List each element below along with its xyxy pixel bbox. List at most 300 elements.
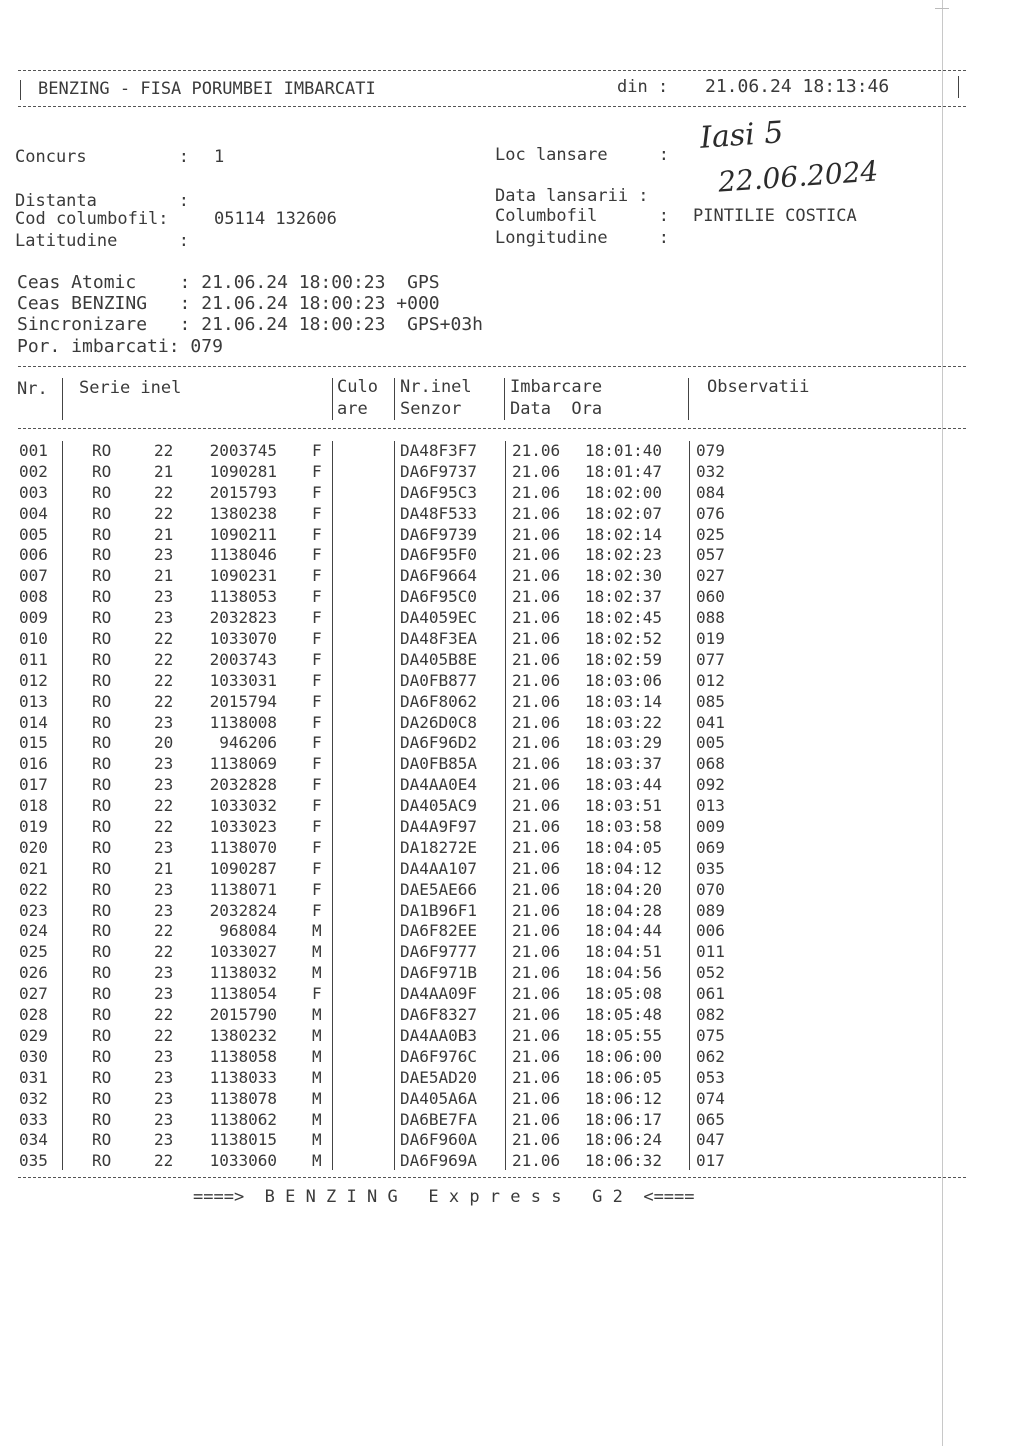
header-left-bar xyxy=(20,80,21,100)
row-nr: 027 xyxy=(19,984,48,1004)
row-country: RO xyxy=(92,461,112,481)
row-sex: F xyxy=(312,482,322,502)
table-row xyxy=(0,692,960,713)
header-right-bar xyxy=(958,76,959,98)
row-country: RO xyxy=(92,817,112,837)
row-year: 22 xyxy=(154,1005,174,1025)
row-sensor: DA0FB85A xyxy=(400,754,478,774)
row-year: 23 xyxy=(154,1046,174,1066)
row-year: 22 xyxy=(154,1151,174,1171)
row-ring-number: 1033060 xyxy=(209,1151,277,1171)
row-sensor: DA6F9664 xyxy=(400,566,478,586)
table-row xyxy=(0,1068,960,1089)
row-country: RO xyxy=(92,629,112,649)
row-time: 18:06:12 xyxy=(585,1088,663,1108)
row-year: 23 xyxy=(154,963,174,983)
table-row xyxy=(0,838,960,859)
table-row xyxy=(0,963,960,984)
row-sensor: DA48F533 xyxy=(400,503,478,523)
col-serie-header: Serie inel xyxy=(79,378,182,398)
row-year: 23 xyxy=(154,879,174,899)
row-time: 18:02:37 xyxy=(585,587,663,607)
row-sex: F xyxy=(312,858,322,878)
row-ring-number: 1138070 xyxy=(209,837,277,857)
row-nr: 023 xyxy=(19,900,48,920)
row-time: 18:06:05 xyxy=(585,1067,663,1087)
row-country: RO xyxy=(92,1025,112,1045)
columbofil-value: PINTILIE COSTICA xyxy=(693,206,857,226)
columbofil-label: Columbofil : xyxy=(495,206,669,226)
table-row xyxy=(0,483,960,504)
row-year: 21 xyxy=(154,524,174,544)
col-sep-imbarcare xyxy=(688,378,689,420)
row-sensor: DA0FB877 xyxy=(400,670,478,690)
row-date: 21.06 xyxy=(512,984,561,1004)
table-row xyxy=(0,754,960,775)
row-country: RO xyxy=(92,670,112,690)
row-observatii: 017 xyxy=(696,1151,725,1171)
table-row xyxy=(0,650,960,671)
row-ring-number: 1380232 xyxy=(209,1025,277,1045)
table-row xyxy=(0,462,960,483)
row-sex: F xyxy=(312,712,322,732)
row-sex: M xyxy=(312,942,322,962)
row-observatii: 068 xyxy=(696,754,725,774)
row-nr: 025 xyxy=(19,942,48,962)
row-sensor: DA6BE7FA xyxy=(400,1109,478,1129)
row-sensor: DA6F960A xyxy=(400,1130,478,1150)
table-row xyxy=(0,587,960,608)
row-observatii: 070 xyxy=(696,879,725,899)
row-year: 22 xyxy=(154,670,174,690)
row-date: 21.06 xyxy=(512,796,561,816)
table-row xyxy=(0,796,960,817)
table-row xyxy=(0,901,960,922)
table-row xyxy=(0,880,960,901)
row-sensor: DAE5AE66 xyxy=(400,879,478,899)
row-nr: 017 xyxy=(19,775,48,795)
row-ring-number: 1033070 xyxy=(209,629,277,649)
row-sex: F xyxy=(312,837,322,857)
row-time: 18:02:30 xyxy=(585,566,663,586)
row-time: 18:05:55 xyxy=(585,1025,663,1045)
row-sensor: DA4AA107 xyxy=(400,858,478,878)
row-ring-number: 1033023 xyxy=(209,817,277,837)
row-year: 23 xyxy=(154,1130,174,1150)
row-ring-number: 2032824 xyxy=(209,900,277,920)
row-year: 22 xyxy=(154,629,174,649)
row-nr: 010 xyxy=(19,629,48,649)
row-country: RO xyxy=(92,1109,112,1129)
row-nr: 020 xyxy=(19,837,48,857)
row-date: 21.06 xyxy=(512,649,561,669)
row-sensor: DA405AC9 xyxy=(400,796,478,816)
row-date: 21.06 xyxy=(512,775,561,795)
row-time: 18:01:47 xyxy=(585,461,663,481)
row-country: RO xyxy=(92,796,112,816)
row-sensor: DA4059EC xyxy=(400,608,478,628)
report-datetime: 21.06.24 18:13:46 xyxy=(705,76,890,97)
table-row xyxy=(0,545,960,566)
table-row xyxy=(0,942,960,963)
row-nr: 007 xyxy=(19,566,48,586)
row-nr: 015 xyxy=(19,733,48,753)
row-ring-number: 1090287 xyxy=(209,858,277,878)
row-ring-number: 2032823 xyxy=(209,608,277,628)
table-row xyxy=(0,525,960,546)
row-time: 18:04:28 xyxy=(585,900,663,920)
row-sensor: DA6F9739 xyxy=(400,524,478,544)
row-year: 23 xyxy=(154,712,174,732)
row-nr: 031 xyxy=(19,1067,48,1087)
row-year: 22 xyxy=(154,691,174,711)
col-culoare-header-1: Culo xyxy=(337,377,378,397)
table-row xyxy=(0,671,960,692)
row-date: 21.06 xyxy=(512,900,561,920)
table-row xyxy=(0,1130,960,1151)
row-observatii: 027 xyxy=(696,566,725,586)
row-sex: M xyxy=(312,1005,322,1025)
row-ring-number: 1090211 xyxy=(209,524,277,544)
pigeon-table xyxy=(0,441,960,1172)
row-date: 21.06 xyxy=(512,754,561,774)
row-country: RO xyxy=(92,587,112,607)
row-year: 23 xyxy=(154,754,174,774)
row-country: RO xyxy=(92,441,112,460)
row-sex: F xyxy=(312,817,322,837)
row-observatii: 085 xyxy=(696,691,725,711)
row-year: 21 xyxy=(154,858,174,878)
row-observatii: 076 xyxy=(696,503,725,523)
row-date: 21.06 xyxy=(512,837,561,857)
table-row xyxy=(0,713,960,734)
col-culoare-header-2: are xyxy=(337,399,368,419)
row-country: RO xyxy=(92,963,112,983)
row-country: RO xyxy=(92,733,112,753)
row-observatii: 032 xyxy=(696,461,725,481)
row-observatii: 011 xyxy=(696,942,725,962)
row-country: RO xyxy=(92,482,112,502)
row-observatii: 082 xyxy=(696,1005,725,1025)
row-time: 18:06:24 xyxy=(585,1130,663,1150)
row-sensor: DA48F3EA xyxy=(400,629,478,649)
row-observatii: 047 xyxy=(696,1130,725,1150)
row-year: 21 xyxy=(154,566,174,586)
row-year: 23 xyxy=(154,1088,174,1108)
row-observatii: 061 xyxy=(696,984,725,1004)
row-observatii: 012 xyxy=(696,670,725,690)
row-country: RO xyxy=(92,837,112,857)
table-row xyxy=(0,859,960,880)
row-time: 18:05:48 xyxy=(585,1005,663,1025)
row-year: 23 xyxy=(154,837,174,857)
row-time: 18:06:32 xyxy=(585,1151,663,1171)
row-date: 21.06 xyxy=(512,1088,561,1108)
row-country: RO xyxy=(92,984,112,1004)
row-ring-number: 2015793 xyxy=(209,482,277,502)
table-row xyxy=(0,608,960,629)
row-date: 21.06 xyxy=(512,712,561,732)
row-sensor: DA6F96D2 xyxy=(400,733,478,753)
row-date: 21.06 xyxy=(512,670,561,690)
row-sensor: DA4A9F97 xyxy=(400,817,478,837)
row-date: 21.06 xyxy=(512,879,561,899)
row-time: 18:02:59 xyxy=(585,649,663,669)
row-ring-number: 1138046 xyxy=(209,545,277,565)
row-ring-number: 1138058 xyxy=(209,1046,277,1066)
row-sex: F xyxy=(312,649,322,669)
row-time: 18:02:14 xyxy=(585,524,663,544)
row-ring-number: 1138054 xyxy=(209,984,277,1004)
concurs-value: 1 xyxy=(214,147,225,167)
row-year: 23 xyxy=(154,984,174,1004)
table-row xyxy=(0,441,960,462)
row-ring-number: 968084 xyxy=(219,921,277,941)
table-row xyxy=(0,1151,960,1172)
row-sex: F xyxy=(312,670,322,690)
por-imbarcati-line: Por. imbarcati: 079 xyxy=(17,336,223,357)
row-nr: 032 xyxy=(19,1088,48,1108)
row-nr: 012 xyxy=(19,670,48,690)
row-observatii: 006 xyxy=(696,921,725,941)
row-year: 22 xyxy=(154,1025,174,1045)
row-ring-number: 1138078 xyxy=(209,1088,277,1108)
row-country: RO xyxy=(92,1067,112,1087)
col-sep-nrinel xyxy=(504,378,505,420)
row-sex: M xyxy=(312,1130,322,1150)
row-nr: 004 xyxy=(19,503,48,523)
row-observatii: 035 xyxy=(696,858,725,878)
row-time: 18:02:23 xyxy=(585,545,663,565)
row-sex: M xyxy=(312,1046,322,1066)
row-sex: M xyxy=(312,1109,322,1129)
row-year: 23 xyxy=(154,775,174,795)
row-year: 21 xyxy=(154,461,174,481)
row-ring-number: 1138032 xyxy=(209,963,277,983)
row-country: RO xyxy=(92,1151,112,1171)
row-ring-number: 946206 xyxy=(219,733,277,753)
row-date: 21.06 xyxy=(512,566,561,586)
row-sensor: DA6F9737 xyxy=(400,461,478,481)
row-ring-number: 1138069 xyxy=(209,754,277,774)
row-ring-number: 1380238 xyxy=(209,503,277,523)
row-time: 18:02:52 xyxy=(585,629,663,649)
row-observatii: 013 xyxy=(696,796,725,816)
row-year: 22 xyxy=(154,942,174,962)
row-sensor: DA6F82EE xyxy=(400,921,478,941)
row-ring-number: 2015794 xyxy=(209,691,277,711)
row-date: 21.06 xyxy=(512,921,561,941)
row-ring-number: 1138053 xyxy=(209,587,277,607)
row-ring-number: 1033032 xyxy=(209,796,277,816)
row-country: RO xyxy=(92,858,112,878)
row-time: 18:06:17 xyxy=(585,1109,663,1129)
row-country: RO xyxy=(92,608,112,628)
row-country: RO xyxy=(92,775,112,795)
row-time: 18:03:06 xyxy=(585,670,663,690)
col-nr-header: Nr. xyxy=(17,379,48,399)
row-date: 21.06 xyxy=(512,608,561,628)
row-year: 23 xyxy=(154,1109,174,1129)
row-time: 18:04:51 xyxy=(585,942,663,962)
row-date: 21.06 xyxy=(512,545,561,565)
concurs-label: Concurs : xyxy=(15,147,189,167)
row-observatii: 069 xyxy=(696,837,725,857)
row-sex: F xyxy=(312,545,322,565)
row-ring-number: 1138008 xyxy=(209,712,277,732)
row-date: 21.06 xyxy=(512,1025,561,1045)
row-observatii: 088 xyxy=(696,608,725,628)
row-observatii: 074 xyxy=(696,1088,725,1108)
row-date: 21.06 xyxy=(512,461,561,481)
row-year: 22 xyxy=(154,817,174,837)
table-row xyxy=(0,1110,960,1131)
row-date: 21.06 xyxy=(512,1151,561,1171)
row-sex: F xyxy=(312,587,322,607)
row-time: 18:03:58 xyxy=(585,817,663,837)
row-nr: 026 xyxy=(19,963,48,983)
row-time: 18:01:40 xyxy=(585,441,663,460)
row-nr: 028 xyxy=(19,1005,48,1025)
row-sex: F xyxy=(312,608,322,628)
col-nrinel-header-2: Senzor xyxy=(400,399,462,419)
row-country: RO xyxy=(92,649,112,669)
row-nr: 022 xyxy=(19,879,48,899)
row-sensor: DA6F95C0 xyxy=(400,587,478,607)
row-ring-number: 1090231 xyxy=(209,566,277,586)
row-country: RO xyxy=(92,900,112,920)
row-nr: 002 xyxy=(19,461,48,481)
row-country: RO xyxy=(92,712,112,732)
row-sex: F xyxy=(312,900,322,920)
row-nr: 009 xyxy=(19,608,48,628)
row-time: 18:04:12 xyxy=(585,858,663,878)
row-ring-number: 2032828 xyxy=(209,775,277,795)
row-ring-number: 1138033 xyxy=(209,1067,277,1087)
row-ring-number: 1138062 xyxy=(209,1109,277,1129)
row-time: 18:02:07 xyxy=(585,503,663,523)
row-date: 21.06 xyxy=(512,942,561,962)
row-sensor: DA6F9777 xyxy=(400,942,478,962)
row-date: 21.06 xyxy=(512,817,561,837)
row-nr: 021 xyxy=(19,858,48,878)
report-din-label: din : xyxy=(617,77,669,97)
row-date: 21.06 xyxy=(512,629,561,649)
row-ring-number: 1090281 xyxy=(209,461,277,481)
row-sensor: DA6F971B xyxy=(400,963,478,983)
row-country: RO xyxy=(92,691,112,711)
row-year: 22 xyxy=(154,921,174,941)
row-date: 21.06 xyxy=(512,1046,561,1066)
row-observatii: 053 xyxy=(696,1067,725,1087)
row-sex: F xyxy=(312,691,322,711)
row-sex: F xyxy=(312,503,322,523)
row-observatii: 052 xyxy=(696,963,725,983)
col-sep-culoare xyxy=(394,378,395,420)
latitudine-label: Latitudine : xyxy=(15,231,189,251)
row-sensor: DA4AA0E4 xyxy=(400,775,478,795)
row-country: RO xyxy=(92,1046,112,1066)
row-year: 23 xyxy=(154,608,174,628)
divider-columns-bottom xyxy=(18,428,966,429)
col-imbarcare-header-1: Imbarcare xyxy=(510,377,603,397)
row-sex: F xyxy=(312,524,322,544)
row-sex: M xyxy=(312,963,322,983)
divider-header xyxy=(18,106,966,107)
row-year: 22 xyxy=(154,796,174,816)
row-ring-number: 1138071 xyxy=(209,879,277,899)
row-time: 18:06:00 xyxy=(585,1046,663,1066)
row-time: 18:03:51 xyxy=(585,796,663,816)
row-year: 23 xyxy=(154,1067,174,1087)
row-sex: M xyxy=(312,1067,322,1087)
row-ring-number: 1033027 xyxy=(209,942,277,962)
page-corner-mark xyxy=(935,8,949,9)
row-date: 21.06 xyxy=(512,691,561,711)
col-observatii-header: Observatii xyxy=(707,377,810,397)
row-time: 18:03:44 xyxy=(585,775,663,795)
row-sensor: DA48F3F7 xyxy=(400,441,478,460)
row-nr: 024 xyxy=(19,921,48,941)
row-sex: M xyxy=(312,1088,322,1108)
row-time: 18:04:05 xyxy=(585,837,663,857)
report-title: BENZING - FISA PORUMBEI IMBARCATI xyxy=(38,79,376,99)
distanta-label: Distanta : xyxy=(15,191,189,211)
row-sensor: DA6F8327 xyxy=(400,1005,478,1025)
cod-columbofil-value: 05114 132606 xyxy=(214,209,337,229)
row-observatii: 060 xyxy=(696,587,725,607)
row-nr: 014 xyxy=(19,712,48,732)
row-nr: 011 xyxy=(19,649,48,669)
row-sex: F xyxy=(312,984,322,1004)
row-observatii: 077 xyxy=(696,649,725,669)
row-sensor: DA6F976C xyxy=(400,1046,478,1066)
row-date: 21.06 xyxy=(512,1109,561,1129)
row-nr: 034 xyxy=(19,1130,48,1150)
row-observatii: 019 xyxy=(696,629,725,649)
row-country: RO xyxy=(92,921,112,941)
row-country: RO xyxy=(92,566,112,586)
table-row xyxy=(0,984,960,1005)
row-country: RO xyxy=(92,524,112,544)
row-sensor: DA26D0C8 xyxy=(400,712,478,732)
row-sensor: DAE5AD20 xyxy=(400,1067,478,1087)
row-sensor: DA6F8062 xyxy=(400,691,478,711)
row-date: 21.06 xyxy=(512,524,561,544)
row-observatii: 092 xyxy=(696,775,725,795)
ceas-benzing-line: Ceas BENZING : 21.06.24 18:00:23 +000 xyxy=(17,293,440,314)
row-ring-number: 1033031 xyxy=(209,670,277,690)
row-sensor: DA18272E xyxy=(400,837,478,857)
row-nr: 029 xyxy=(19,1025,48,1045)
table-row xyxy=(0,566,960,587)
divider-bottom xyxy=(18,1177,966,1178)
data-lansarii-label: Data lansarii : xyxy=(495,186,649,206)
row-year: 22 xyxy=(154,482,174,502)
sincronizare-line: Sincronizare : 21.06.24 18:00:23 GPS+03h xyxy=(17,314,483,335)
row-sex: M xyxy=(312,1025,322,1045)
row-sex: F xyxy=(312,879,322,899)
row-date: 21.06 xyxy=(512,482,561,502)
row-time: 18:03:14 xyxy=(585,691,663,711)
row-sex: F xyxy=(312,775,322,795)
row-nr: 005 xyxy=(19,524,48,544)
row-date: 21.06 xyxy=(512,441,561,460)
row-observatii: 025 xyxy=(696,524,725,544)
row-time: 18:02:45 xyxy=(585,608,663,628)
table-row xyxy=(0,1026,960,1047)
row-date: 21.06 xyxy=(512,587,561,607)
